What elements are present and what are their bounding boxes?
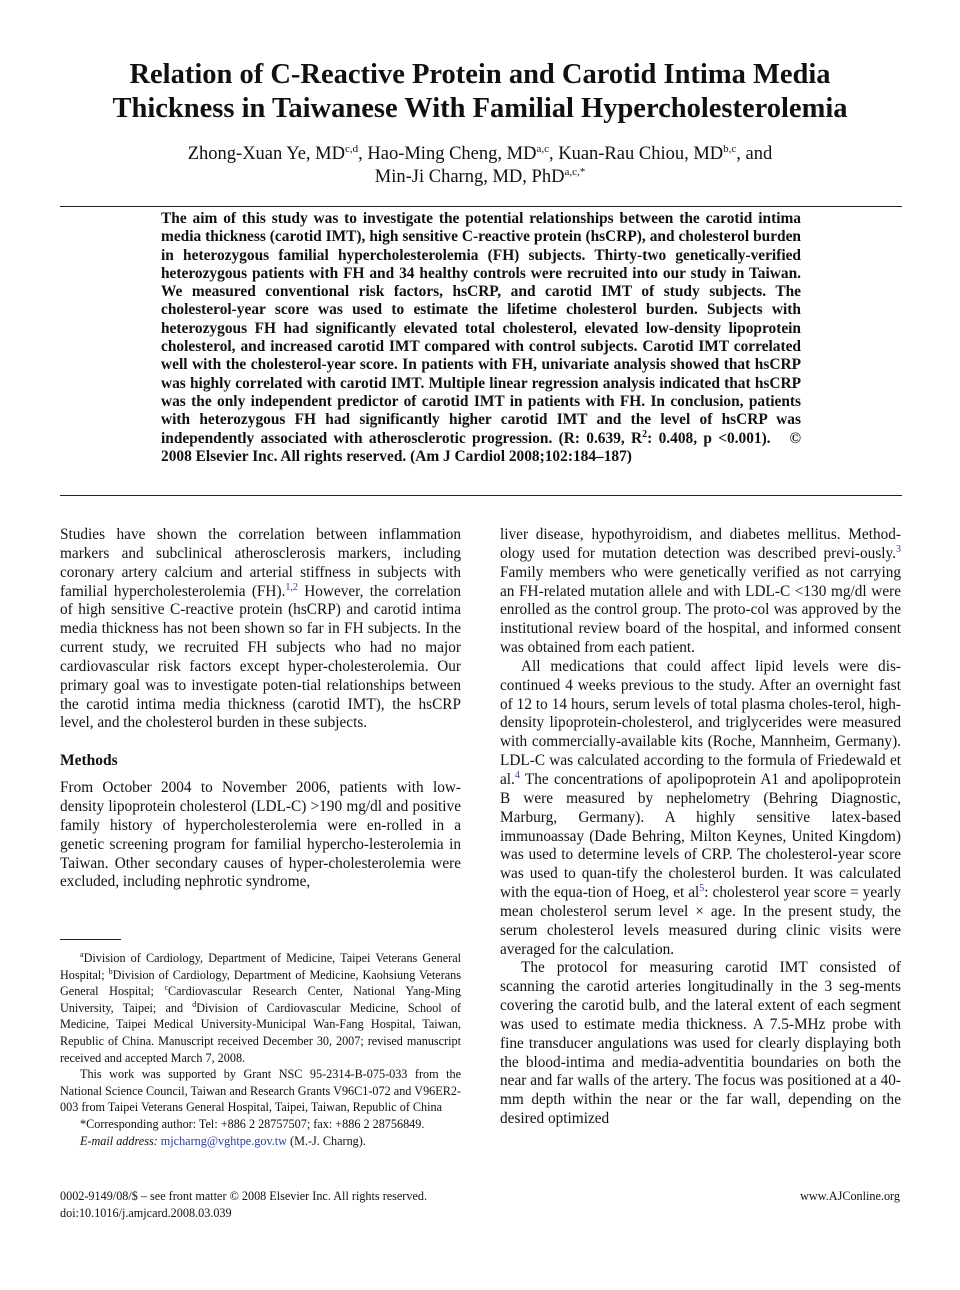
intro-text: Studies have shown the correlation between inflammation markers and subclinical atherosclerosis markers, including coronary artery calcium and arterial stiffness in subjects with familial hypercholesterolemia (FH). — [60, 526, 461, 600]
email-footnote — [60, 1133, 461, 1150]
abstract-top-rule — [60, 206, 902, 207]
affiliation-marker: c — [164, 983, 168, 993]
medications-paragraph — [500, 658, 901, 960]
abstract-text: The aim of this study was to investigate the potential relationships between the carotid intima media thickness (carotid IMT), high sensitive C-reactive protein (hsCRP), and cholesterol burden in heterozygous familial hypercholesterolemia (FH) subjects. Thirty-two genetically-verified heterozygous patients with FH and 34 healthy controls were recruited into our study in Taiwan. We measured conventional risk factors, hsCRP, and carotid IMT of study subjects. The cholesterol-year score was used to estimate the lifetime cholesterol burden. Subjects with heterozygous FH had significantly elevated total cholesterol, elevated low-density lipoprotein cholesterol, and increased carotid IMT compared with control subjects. Carotid IMT correlated well with the cholesterol-year score. In patients with FH, univariate analysis showed that hsCRP was highly correlated with carotid IMT. Multiple linear regression analysis indicated that hsCRP was the only independent predictor of carotid IMT in patients with FH. In conclusion, patients with heterozygous FH had significantly higher carotid IMT and the level of hsCRP was independently associated with atherosclerotic progression. (R: 0.639, R — [161, 210, 801, 447]
body-column-left — [60, 526, 461, 892]
author-list: Zhong-Xuan Ye, MD$^{c,d}$, Hao-Ming Cheng, MD$^{a,c}$, Kuan-Rau Chiou, MD$^{b,c}$, and Min-Ji Charng, MD, PhD$^{a,c,*}$ — [187, 143, 773, 187]
author-4: Min-Ji Charng, MD, PhD — [374, 167, 565, 187]
affiliation-marker: a — [80, 950, 84, 959]
paragraph-text: All medications that could affect lipid levels were dis-continued 4 weeks previous to the study. After an overnight fast of 12 to 14 hours, serum levels of total plasma choles-terol, high-density lipoprotein-cholesterol, and triglycerides were measured with commercially-available kits (Roche, Mannheim, Germany). LDL-C was calculated according to the formula of Friedewald et al. — [500, 657, 901, 788]
title-line-2: Thickness in Taiwanese With Familial Hypercholesterolemia — [112, 93, 848, 124]
email-label: E-mail address: — [80, 1133, 158, 1148]
paragraph-continued — [500, 526, 901, 658]
footnotes — [60, 950, 461, 1149]
affiliation-text: Division of Cardiology, Department of Medicine, Kaohsiung Veterans General Hospital; — [60, 967, 462, 999]
affiliation-marker: b — [108, 966, 113, 976]
author-1-affiliation: c,d — [344, 143, 359, 155]
abstract-bottom-rule — [60, 495, 902, 496]
affiliation-text: Division of Cardiovascular Medicine, School of Medicine, Taipei Medical University-Municipal Wan-Fang Hospital, Taiwan, Republic of China. Manuscript received December 30, 2007; revised manuscript received and accepted March 7, 2008. — [60, 1000, 461, 1065]
reference-link[interactable]: 3 — [896, 543, 901, 555]
abstract-r-squared-sup: 2 — [642, 428, 648, 440]
affiliations-footnote — [60, 950, 461, 1066]
affiliation-text: Cardiovascular Research Center, National Yang-Ming University, Taipei; and — [60, 984, 461, 1015]
author-1: Zhong-Xuan Ye, MD — [187, 144, 345, 164]
email-owner: (M.-J. Charng). — [290, 1133, 366, 1148]
paragraph-text: liver disease, hypothyroidism, and diabetes mellitus. Method-ology used for mutation detection was described previ-ously. — [500, 526, 901, 562]
abstract-copyright: © 2008 Elsevier Inc. All rights reserved. (Am J Cardiol 2008;102:184–187) — [161, 429, 801, 465]
title-line-1: Relation of C-Reactive Protein and Carotid Intima Media — [129, 59, 831, 90]
author-4-affiliation: a,c,* — [564, 166, 586, 178]
reference-link[interactable]: 4 — [514, 769, 520, 781]
author-3-affiliation: b,c — [723, 143, 737, 155]
website-footer[interactable]: www.AJConline.org — [800, 1189, 900, 1203]
doi-line[interactable]: doi:10.1016/j.amjcard.2008.03.039 — [60, 1206, 232, 1220]
abstract-text-end: : 0.408, p <0.001). — [647, 429, 771, 447]
email-link[interactable]: mjcharng@vghtpe.gov.tw — [160, 1133, 287, 1148]
intro-text-cont: However, the correlation of high sensitive C-reactive protein (hsCRP) and carotid intima media thickness has not been shown so far in FH subjects. In the current study, we recruited FH subjects who had no major cardiovascular risk factors except hyper-cholesterolemia. Our primary goal was to investigate poten-tial relationships between the carotid intima media thickness (carotid IMT), the hsCRP level, and the cholesterol burden in these subjects. — [60, 582, 462, 732]
author-3: Kuan-Rau Chiou, MD — [558, 144, 724, 164]
protocol-paragraph: The protocol for measuring carotid IMT consisted of scanning the carotid arteries longitudinally in the 3 seg-ments covering the carotid bulb, and the lateral extent of each segment was used to estimate media thickness. A 7.5-MHz probe with fine transducer angulations was used for clearly displaying both the blood-intima and media-adventitia boundaries on both the near and far walls of the artery. The focus was positioned at a 40-mm depth within the near or the far wall, depending on the desired optimized — [500, 959, 901, 1128]
reference-link[interactable]: 1,2 — [285, 581, 298, 593]
author-2: Hao-Ming Cheng, MD — [367, 144, 537, 164]
author-conjunction: and — [745, 144, 773, 164]
funding-footnote: This work was supported by Grant NSC 95-2314-B-075-033 from the National Science Council, Taiwan and Research Grants V96C1-072 and V96ER2-003 from Taipei Veterans General Hospital, Taipei, Taiwan, Republic of China — [60, 1067, 461, 1115]
affiliation-marker: d — [192, 999, 197, 1009]
body-column-right — [500, 526, 901, 1129]
methods-paragraph: From October 2004 to November 2006, patients with low-density lipoprotein cholesterol (LDL-C) >190 mg/dl and positive family history of hypercholesterolemia were en-rolled in a genetic screening program for familial hyperchо-lesterolemia in Taiwan. Other secondary causes of hyper-cholesterolemia were excluded, including nephrotic syndrome, — [60, 779, 461, 891]
methods-heading: Methods — [60, 752, 118, 770]
footnote-rule — [60, 939, 121, 940]
author-2-affiliation: a,c — [536, 143, 549, 155]
affiliation-text: Division of Cardiology, Department of Medicine, Taipei Veterans General Hospital; — [60, 951, 461, 982]
journal-footer — [60, 1188, 427, 1222]
paragraph-text: The concentrations of apolipoprotein A1 and apolipoprotein B were measured by nephelometry (Behring Diagnostic, Marburg, Germany). A highly sensitive latex-based immunoassay (Dade Behring, Milton Keynes, United Kingdom) was used to determine levels of CRP. The cholesterol-year score was used to quan-tify the cholesterol burden. It was calculated with the equa-tion of Hoeg, et al — [500, 770, 901, 902]
intro-paragraph — [60, 526, 461, 733]
corresponding-author-footnote: *Corresponding author: Tel: +886 2 28757507; fax: +886 2 28756849. — [80, 1116, 425, 1131]
paragraph-text: Family members who were genetically verified as not carrying an FH-related mutation allele and with LDL-C <130 mg/dl were enrolled as the control group. The proto-col was approved by the institutional review board of the hospital, and informed consent was obtained from each patient. — [500, 563, 901, 657]
article-title — [60, 58, 900, 126]
reference-link[interactable]: 5 — [699, 883, 705, 895]
paragraph-text: : cholesterol year score = yearly mean cholesterol serum level × age. In the present study, the serum cholesterol levels measured during clinic visits were averaged for the calculation. — [500, 884, 901, 958]
abstract — [161, 210, 801, 466]
issn-line: 0002-9149/08/$ – see front matter © 2008 Elsevier Inc. All rights reserved. — [60, 1189, 428, 1203]
